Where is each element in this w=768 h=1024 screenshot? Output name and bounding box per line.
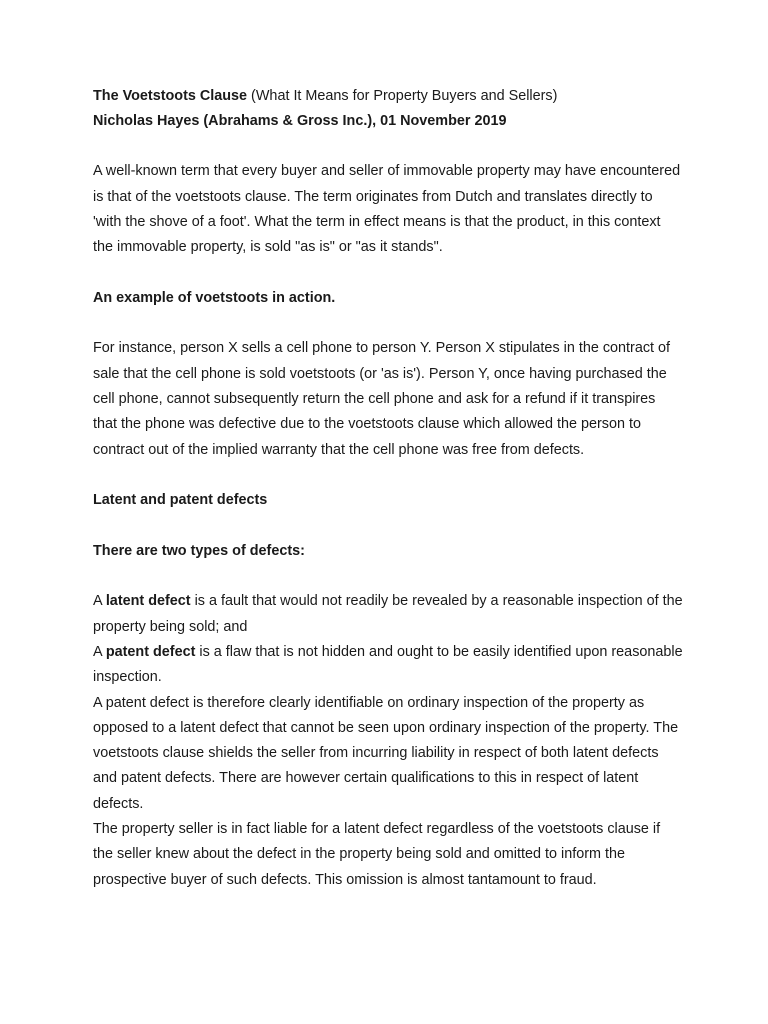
spacer [93, 311, 683, 336]
document-byline: Nicholas Hayes (Abrahams & Gross Inc.), 01 November 2019 [93, 113, 507, 129]
spacer [93, 564, 683, 589]
document-page [93, 84, 683, 893]
latent-prefix: A [93, 593, 106, 610]
seller-liability-paragraph: The property seller is in fact liable for a latent defect regardless of the voetstoots clause if the seller knew about the defect in the property being sold and omitted to inform the prospective buyer of such defects. This omission is almost tantamount to fraud. [93, 821, 661, 888]
latent-defect-term: latent defect [105, 593, 191, 610]
document-title [93, 84, 683, 109]
intro-paragraph: A well-known term that every buyer and seller of immovable property may have encountered is that of the voetstoots clause. The term originates from Dutch and translates directly to 'with the shove of a foot'. What the term in effect means is that the product, in this context the immovable property, is sold "as is" or "as it stands". [93, 163, 681, 256]
document-title-subtitle: (What It Means for Property Buyers and Sellers) [247, 88, 558, 104]
latent-defect-text: is a fault that would not readily be revealed by a reasonable inspection of the property being sold; and [93, 593, 683, 635]
spacer [93, 260, 683, 285]
spacer [93, 513, 683, 538]
spacer [93, 463, 683, 488]
patent-defect-text: is a flaw that is not hidden and ought to be easily identified upon reasonable inspection. [93, 643, 683, 686]
example-paragraph: For instance, person X sells a cell phone to person Y. Person X stipulates in the contract of sale that the cell phone is sold voetstoots (or 'as is'). Person Y, once having purchased the cell phone, cannot subsequently return the cell phone and ask for a refund if it transpires that the phone was defective due to the voetstoots clause which allowed the person to contract out of the implied warranty that the cell phone was free from defects. [93, 340, 671, 458]
latent-defect-definition [93, 589, 683, 640]
patent-defect-definition [93, 640, 683, 691]
example-heading: An example of voetstoots in action. [93, 289, 336, 306]
spacer [93, 134, 683, 159]
patent-defect-term: patent defect [105, 643, 196, 660]
patent-explanation-paragraph: A patent defect is therefore clearly identifiable on ordinary inspection of the property as opposed to a latent defect that cannot be seen upon ordinary inspection of the property. The voetstoots clause shields the seller from incurring liability in respect of both latent defects and patent defects. There are however certain qualifications to this in respect of latent defects. [93, 694, 679, 812]
document-title-main: The Voetstoots Clause [93, 88, 248, 104]
patent-prefix: A [93, 643, 106, 660]
defect-types-heading: There are two types of defects: [93, 542, 305, 559]
defects-heading: Latent and patent defects [93, 492, 268, 509]
